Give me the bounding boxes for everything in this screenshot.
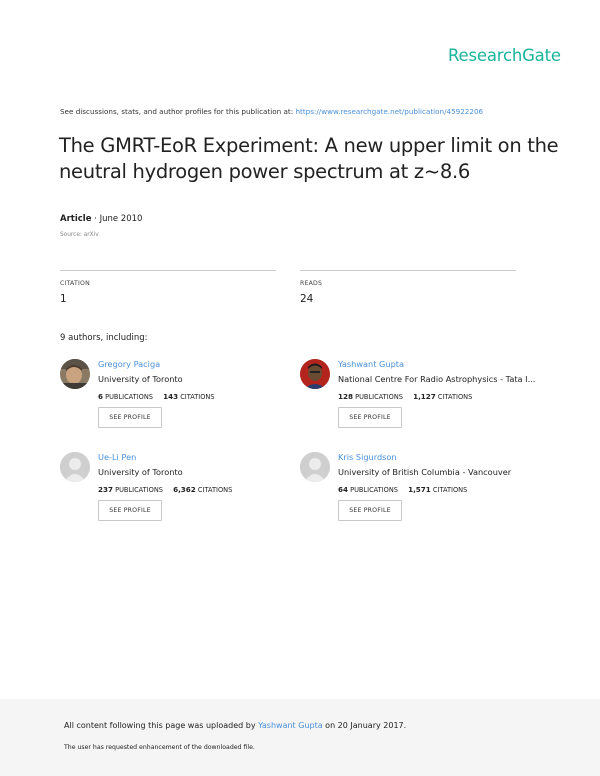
upload-note-prefix: All content following this page was uploaded by	[64, 721, 256, 730]
author-name[interactable]: Ue-Li Pen	[98, 452, 137, 462]
author-name[interactable]: Gregory Paciga	[98, 359, 161, 369]
researchgate-logo[interactable]: ResearchGate	[448, 46, 561, 65]
reads-value: 24	[300, 293, 314, 305]
authors-heading: 9 authors, including:	[60, 333, 148, 343]
upload-note	[64, 721, 406, 730]
avatar[interactable]	[300, 359, 330, 389]
citations-count: 143	[163, 392, 179, 401]
author-stats	[338, 485, 467, 494]
publications-count: 128	[338, 392, 354, 401]
citations-label: CITATIONS	[432, 486, 468, 494]
publications-count: 6	[98, 392, 104, 401]
author-institution: University of Toronto	[98, 467, 183, 477]
publications-label: PUBLICATIONS	[355, 393, 403, 401]
enhancement-note: The user has requested enhancement of the downloaded file.	[64, 744, 255, 751]
see-profile-button[interactable]: SEE PROFILE	[98, 500, 162, 521]
discussion-line	[60, 107, 483, 116]
citations-label: CITATIONS	[180, 393, 215, 401]
default-avatar-icon	[60, 452, 90, 482]
article-type: Article	[60, 214, 92, 224]
author-name[interactable]: Kris Sigurdson	[338, 452, 397, 462]
publication-title: The GMRT-EoR Experiment: A new upper limit on the neutral hydrogen power spectrum at z~8.6	[59, 134, 559, 183]
citations-count: 1,571	[408, 485, 431, 494]
footer	[0, 699, 600, 776]
author-card	[300, 359, 540, 439]
avatar[interactable]	[60, 452, 90, 482]
citations-count: 1,127	[413, 392, 436, 401]
citation-value: 1	[60, 293, 67, 305]
author-stats	[338, 392, 472, 401]
uploader-link[interactable]: Yashwant Gupta	[258, 721, 323, 730]
see-profile-button[interactable]: SEE PROFILE	[98, 407, 162, 428]
upload-note-suffix: on 20 January 2017.	[325, 721, 407, 730]
author-institution: National Centre For Radio Astrophysics - Tata I...	[338, 374, 536, 384]
discussion-text: See discussions, stats, and author profiles for this publication at:	[60, 107, 294, 116]
publications-label: PUBLICATIONS	[350, 486, 398, 494]
reads-label: READS	[300, 280, 323, 287]
default-avatar-icon	[300, 452, 330, 482]
citations-count: 6,362	[173, 485, 196, 494]
publication-source: Source: arXiv	[60, 232, 99, 238]
author-stats	[98, 392, 215, 401]
author-card	[60, 452, 300, 532]
publications-count: 237	[98, 485, 114, 494]
author-stats	[98, 485, 232, 494]
author-institution: University of British Columbia - Vancouver	[338, 467, 512, 477]
author-card	[60, 359, 300, 439]
citations-label: CITATIONS	[197, 486, 233, 494]
author-institution: University of Toronto	[98, 374, 183, 384]
citations-label: CITATIONS	[437, 393, 473, 401]
avatar[interactable]	[60, 359, 90, 389]
see-profile-button[interactable]: SEE PROFILE	[338, 500, 402, 521]
avatar[interactable]	[300, 452, 330, 482]
author-name[interactable]: Yashwant Gupta	[338, 359, 405, 369]
publication-meta	[60, 214, 142, 224]
citation-stat	[60, 270, 276, 305]
publications-label: PUBLICATIONS	[105, 393, 153, 401]
see-profile-button[interactable]: SEE PROFILE	[338, 407, 402, 428]
citation-label: CITATION	[60, 280, 90, 287]
publications-label: PUBLICATIONS	[115, 486, 163, 494]
publications-count: 64	[338, 485, 349, 494]
author-card	[300, 452, 540, 532]
publication-date: · June 2010	[94, 214, 143, 224]
publication-link[interactable]: https://www.researchgate.net/publication/45922206	[295, 107, 484, 116]
reads-stat	[300, 270, 516, 305]
